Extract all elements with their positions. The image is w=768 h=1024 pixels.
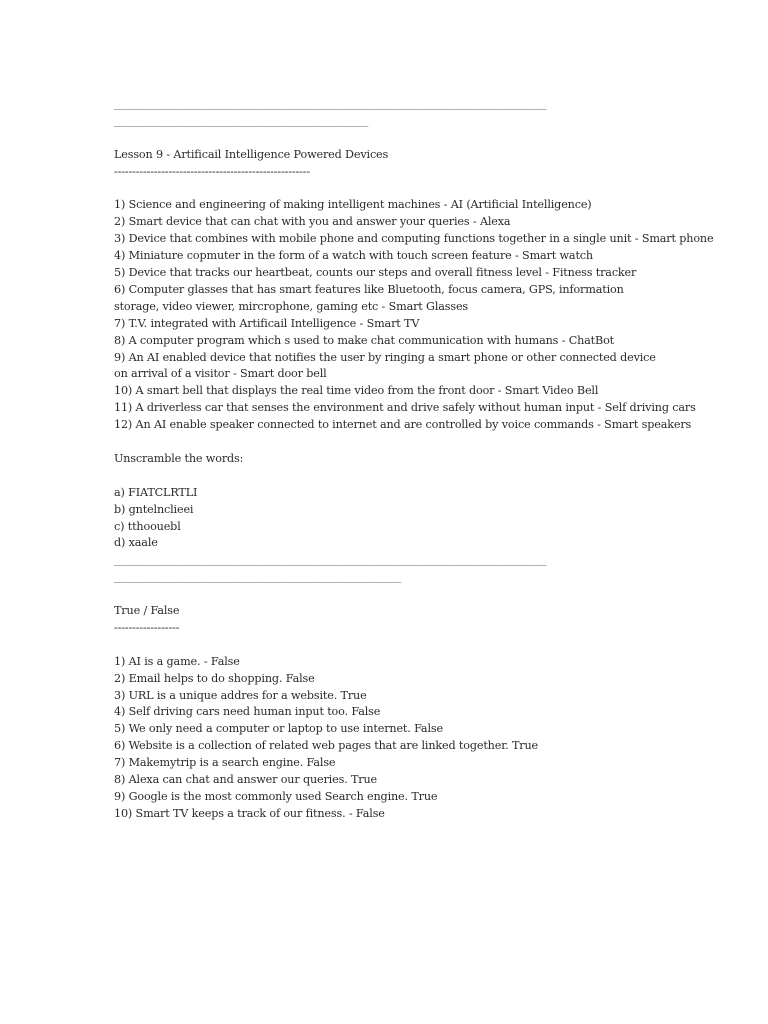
answer-item: 12) An AI enable speaker connected to internet and are controlled by voice commands - Smart speakers bbox=[114, 418, 692, 432]
true-false-item: 10) Smart TV keeps a track of our fitness. - False bbox=[114, 806, 385, 820]
answer-item: 6) Computer glasses that has smart features like Bluetooth, focus camera, GPS, information storage, video viewer, mircrophone, gaming etc - Smart Glasses bbox=[114, 282, 624, 313]
section-rule-2: _____________________________________________________________ bbox=[114, 570, 401, 584]
answer-list bbox=[114, 197, 714, 434]
spacer bbox=[114, 637, 659, 654]
unscramble-item: a) FIATCLRTLI bbox=[114, 485, 198, 499]
true-false-item: 9) Google is the most commonly used Search engine. True bbox=[114, 790, 438, 803]
unscramble-list bbox=[114, 485, 659, 553]
spacer bbox=[114, 586, 659, 603]
top-rule-2: ______________________________________________________ bbox=[114, 113, 368, 127]
unscramble-heading: Unscramble the words: bbox=[114, 451, 244, 465]
true-false-item: 2) Email helps to do shopping. False bbox=[114, 671, 315, 685]
answer-item: 8) A computer program which s used to make chat communication with humans - ChatBot bbox=[114, 333, 615, 347]
true-false-item: 1) AI is a game. - False bbox=[114, 654, 240, 668]
answer-item: 3) Device that combines with mobile phone and computing functions together in a single unit - Smart phone bbox=[114, 232, 714, 246]
true-false-item: 5) We only need a computer or laptop to use internet. False bbox=[114, 722, 443, 736]
answer-item: 1) Science and engineering of making intelligent machines - AI (Artificial Intelligence) bbox=[114, 198, 592, 212]
true-false-item: 7) Makemytrip is a search engine. False bbox=[114, 756, 336, 770]
true-false-item: 3) URL is a unique addres for a website. True bbox=[114, 688, 367, 702]
spacer bbox=[114, 130, 659, 147]
true-false-item: 8) Alexa can chat and answer our queries. True bbox=[114, 773, 378, 787]
true-false-item: 6) Website is a collection of related web pages that are linked together. True bbox=[114, 739, 539, 753]
answer-item: 7) T.V. integrated with Artificail Intelligence - Smart TV bbox=[114, 316, 420, 330]
true-false-list bbox=[114, 654, 659, 823]
unscramble-item: d) xaale bbox=[114, 536, 158, 550]
answer-item: 9) An AI enabled device that notifies the user by ringing a smart phone or other connected device on arrival of a visitor - Smart door bell bbox=[114, 350, 656, 381]
unscramble-item: b) gntelnclieei bbox=[114, 502, 194, 516]
answer-item: 10) A smart bell that displays the real time video from the front door - Smart Video Bell bbox=[114, 384, 599, 398]
spacer bbox=[114, 468, 659, 485]
true-false-item: 4) Self driving cars need human input too. False bbox=[114, 705, 381, 719]
answer-item: 2) Smart device that can chat with you and answer your queries - Alexa bbox=[114, 215, 511, 229]
true-false-underline: ------------------ bbox=[114, 620, 180, 634]
section-rule-1: ____________________________________________________________________________________________ bbox=[114, 553, 546, 567]
spacer bbox=[114, 180, 659, 197]
lesson-title: Lesson 9 - Artificail Intelligence Powered Devices bbox=[114, 147, 389, 161]
answer-item: 11) A driverless car that senses the environment and drive safely without human input - Self driving cars bbox=[114, 401, 696, 415]
answer-item: 5) Device that tracks our heartbeat, counts our steps and overall fitness level - Fitness tracker bbox=[114, 266, 637, 279]
document-body bbox=[114, 96, 714, 823]
lesson-title-underline: ------------------------------------------------------ bbox=[114, 164, 311, 178]
top-rule-1: ____________________________________________________________________________________________ bbox=[114, 97, 546, 110]
unscramble-item: c) tthoouebl bbox=[114, 519, 181, 533]
spacer bbox=[114, 434, 659, 451]
true-false-heading: True / False bbox=[114, 604, 180, 618]
answer-item: 4) Miniature copmuter in the form of a watch with touch screen feature - Smart watch bbox=[114, 249, 593, 263]
